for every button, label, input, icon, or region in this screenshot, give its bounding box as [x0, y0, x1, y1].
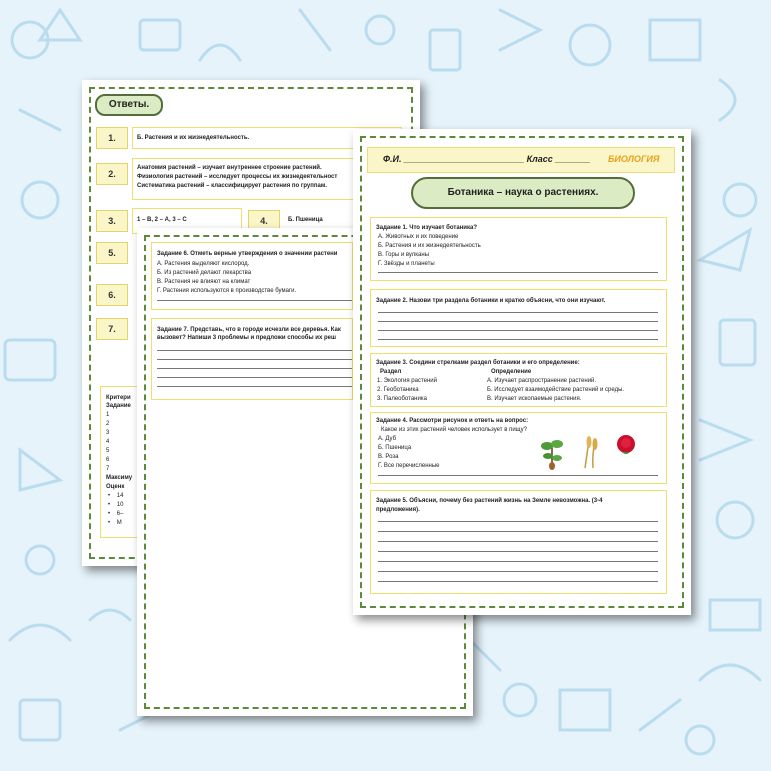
wheat-icon [579, 434, 601, 470]
worksheet [353, 129, 691, 615]
task3-right-b: Б. Исследует взаимодействие растений и среды. [487, 387, 625, 393]
task3-col-left: Раздел [380, 369, 402, 375]
header-subject: БИОЛОГИЯ [608, 154, 660, 164]
grade-bullet-2: • 6– [108, 511, 124, 517]
answer-num-4: 4. [248, 210, 280, 232]
task6-option-d: Г. Растения используются в производстве бумаги. [157, 288, 297, 294]
task5-answer-line [378, 521, 658, 522]
criteria-line-8: 7 [106, 466, 110, 472]
task4-option-c: В. Роза [378, 454, 399, 460]
criteria-line-6: 5 [106, 448, 110, 454]
task5-answer-line [378, 531, 658, 532]
task3-col-right: Определение [491, 369, 532, 375]
grade-bullet-3: • М [108, 520, 122, 526]
answer-num-3: 3. [96, 210, 128, 232]
grade-bullet-1: • 10 [108, 502, 124, 508]
task6-option-a: А. Растения выделяют кислород. [157, 261, 250, 267]
task3-question: Задание 3. Соедини стрелками раздел ботаники и его определение: [376, 360, 580, 366]
answer-num-5: 5. [96, 242, 128, 264]
task2-answer-line [378, 321, 658, 322]
task1-answer-line [378, 272, 658, 273]
answer-text-2b: Физиология растений – исследует процессы их жизнедеятельност [137, 174, 338, 180]
answers-title: Ответы. [95, 94, 163, 116]
task6-line [157, 300, 352, 301]
task2-answer-line [378, 312, 658, 313]
task3-left-1: 1. Экология растений [377, 378, 437, 384]
answer-text-1: Б. Растения и их жизнедеятельность. [137, 135, 250, 141]
task2-question: Задание 2. Назови три раздела ботаники и кратко объясни, что они изучают. [376, 298, 606, 304]
criteria-line-5: 4 [106, 439, 110, 445]
task7-line [157, 368, 352, 369]
answer-num-7: 7. [96, 318, 128, 340]
answer-num-6: 6. [96, 284, 128, 306]
task5-answer-line [378, 581, 658, 582]
task5-question-line1: Задание 5. Объясни, почему без растений жизнь на Земле невозможна. (3-4 [376, 498, 603, 504]
task5-answer-line [378, 571, 658, 572]
task7-line [157, 359, 352, 360]
header-fio: Ф.И. ________________________ Класс _______ [383, 154, 591, 164]
task1-option-b: Б. Растения и их жизнедеятельность [378, 243, 481, 249]
answer-num-2: 2. [96, 163, 128, 185]
worksheet-title: Ботаника – наука о растениях. [411, 177, 635, 209]
criteria-line-9: Максиму [106, 475, 133, 481]
task2-answer-line [378, 330, 658, 331]
task4-sub: Какое из этих растений человек использует в пищу? [381, 427, 528, 433]
task6-question: Задание 6. Отметь верные утверждения о значении растени [157, 251, 338, 257]
task3-left-2: 2. Геоботаника [377, 387, 419, 393]
task7-question-line1: Задание 7. Представь, что в городе исчезли все деревья. Как [157, 327, 341, 333]
task7-line [157, 350, 352, 351]
task4-answer-line [378, 475, 658, 476]
task5-answer-line [378, 541, 658, 542]
task5-question-line2: предложения). [376, 507, 420, 513]
task7-line [157, 377, 352, 378]
task4-option-b: Б. Пшеница [378, 445, 412, 451]
task7-line [157, 386, 352, 387]
criteria-line-7: 6 [106, 457, 110, 463]
rose-icon [613, 432, 639, 458]
grade-bullet-0: • 14 [108, 493, 124, 499]
answer-text-2c: Систематика растений – классифицирует растения по группам. [137, 183, 327, 189]
task1-question: Задание 1. Что изучает ботаника? [376, 225, 477, 231]
task4-option-a: А. Дуб [378, 436, 397, 442]
criteria-line-3: 2 [106, 421, 110, 427]
task4-question: Задание 4. Рассмотри рисунок и ответь на вопрос: [376, 418, 529, 424]
criteria-line-2: 1 [106, 412, 110, 418]
task1-option-a: А. Животных и их поведение [378, 234, 459, 240]
answer-text-3: 1 – В, 2 – А, 3 – С [137, 217, 187, 223]
criteria-line-1: Задание [106, 403, 131, 409]
task4-option-d: Г. Все перечисленные [378, 463, 440, 469]
task1-option-c: В. Горы и вулканы [378, 252, 429, 258]
task3-right-a: А. Изучает распространение растений. [487, 378, 597, 384]
task3-left-3: 3. Палеоботаника [377, 396, 427, 402]
task7-question-line2: вызовет? Напиши 3 проблемы и предложи способы их реш [157, 335, 336, 341]
task5-answer-line [378, 551, 658, 552]
task5-answer-line [378, 561, 658, 562]
task3-right-c: В. Изучает ископаемые растения. [487, 396, 582, 402]
task1-option-d: Г. Звёзды и планеты [378, 261, 435, 267]
criteria-line-10: Оценк [106, 484, 125, 490]
task6-option-c: В. Растения не влияют на климат [157, 279, 251, 285]
task6-option-b: Б. Из растений делают лекарства [157, 270, 252, 276]
criteria-line-4: 3 [106, 430, 110, 436]
task2-answer-line [378, 339, 658, 340]
answer-num-1: 1. [96, 127, 128, 149]
answer-text-2a: Анатомия растений – изучает внутреннее строение растений. [137, 165, 322, 171]
oak-sprout-icon [539, 432, 565, 470]
criteria-line-0: Критери [106, 395, 131, 401]
answer-text-4: Б. Пшеница [288, 217, 323, 223]
